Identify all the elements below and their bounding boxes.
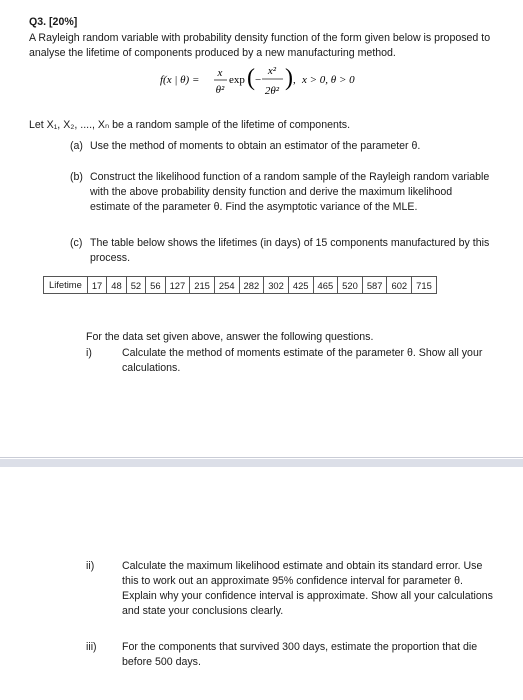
- table-cell: 254: [214, 277, 239, 294]
- part-c: [70, 236, 490, 268]
- part-b-label: (b): [70, 171, 83, 183]
- formula-comma: ,: [293, 74, 296, 86]
- subquestion-ii: [86, 559, 496, 623]
- table-cell: 52: [126, 277, 145, 294]
- table-row: [44, 277, 437, 294]
- part-c-label: (c): [70, 237, 83, 249]
- table-cell: 520: [338, 277, 363, 294]
- formula-minus: −: [255, 74, 262, 86]
- pdf-formula: [160, 63, 460, 103]
- table-cell: 602: [387, 277, 412, 294]
- table-cell: 48: [107, 277, 126, 294]
- part-a: [70, 139, 490, 155]
- formula-frac-num: x: [217, 67, 223, 79]
- question-intro: A Rayleigh random variable with probability density function of the form given below is proposed to analyse the lifetime of components produced by a new manufacturing method.: [29, 32, 491, 59]
- table-cell: 715: [412, 277, 437, 294]
- table-cell: 465: [313, 277, 338, 294]
- table-cell: 56: [146, 277, 165, 294]
- table-cell: 282: [239, 277, 264, 294]
- table-header-cell: Lifetime: [44, 277, 88, 294]
- table-cell: 127: [165, 277, 190, 294]
- table-cell: 215: [190, 277, 215, 294]
- subquestion-i-number: i): [86, 347, 92, 359]
- page-divider: [0, 459, 523, 467]
- table-cell: 302: [264, 277, 289, 294]
- formula-left-paren: (: [247, 65, 255, 91]
- followup-intro: For the data set given above, answer the following questions.: [86, 331, 374, 343]
- part-a-text: Use the method of moments to obtain an estimator of the parameter θ.: [90, 140, 421, 152]
- formula-frac-den: θ²: [215, 84, 225, 96]
- page-divider-line: [0, 457, 523, 458]
- part-a-label: (a): [70, 140, 83, 152]
- question-title: Q3. [20%]: [29, 16, 78, 28]
- part-b: [70, 170, 490, 220]
- let-statement: Let X₁, X₂, ...., Xₙ be a random sample of the lifetime of components.: [29, 119, 351, 131]
- formula-inner-num: x²: [267, 65, 277, 77]
- table-cell: 587: [362, 277, 387, 294]
- subquestion-iii: [86, 640, 496, 672]
- part-c-text: The table below shows the lifetimes (in days) of 15 components manufactured by this process.: [90, 237, 490, 264]
- subquestion-i: [86, 346, 496, 376]
- formula-conditions: x > 0, θ > 0: [302, 74, 355, 86]
- subquestion-iii-text: For the components that survived 300 days, estimate the proportion that die before 500 days.: [122, 641, 478, 668]
- part-b-text: Construct the likelihood function of a random sample of the Rayleigh random variable with the above probability density function and derive the maximum likelihood estimate of the parameter θ. Find the asymptotic variance of the MLE.: [90, 171, 490, 213]
- subquestion-ii-number: ii): [86, 560, 95, 572]
- formula-lhs: f(x | θ) =: [160, 74, 200, 86]
- lifetime-table: [43, 276, 437, 294]
- table-cell: 17: [87, 277, 106, 294]
- formula-inner-den: 2θ²: [264, 85, 280, 97]
- subquestion-i-text: Calculate the method of moments estimate of the parameter θ. Show all your calculations.: [122, 347, 483, 374]
- subquestion-iii-number: iii): [86, 641, 97, 653]
- subquestion-ii-text: Calculate the maximum likelihood estimate and obtain its standard error. Use this to work out an approximate 95% confidence interval for parameter θ. Explain why your confidence interval is approximate. Show all your calculations and state your conclusions clearly.: [122, 560, 493, 617]
- formula-right-paren: ): [285, 65, 293, 91]
- table-cell: 425: [288, 277, 313, 294]
- formula-exp: exp: [229, 74, 245, 86]
